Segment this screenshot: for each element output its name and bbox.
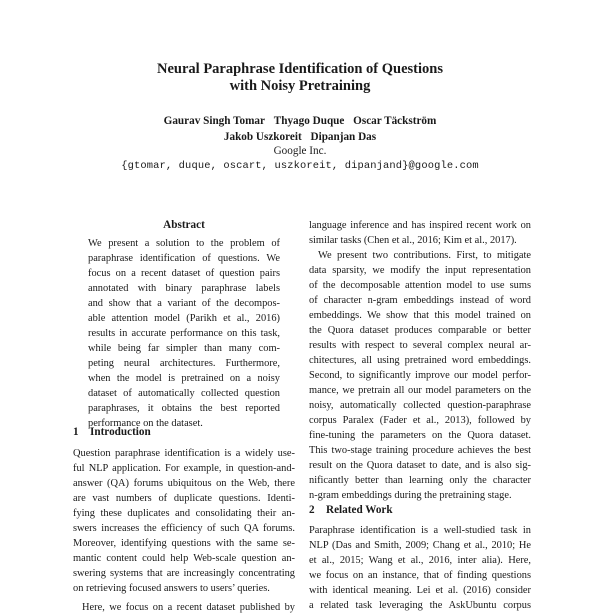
author-name: Thyago Duque — [273, 115, 345, 127]
author-name: Jakob Uszkoreit — [223, 130, 302, 143]
text-line: We present two contributions. First, to mitigate — [318, 250, 531, 261]
authors-line-2 — [0, 130, 600, 146]
text-line: results in accurate performance on this task, — [88, 328, 280, 339]
section-number: 1 — [73, 426, 79, 438]
author-list — [0, 114, 600, 145]
paper-title — [0, 61, 600, 95]
text-line: fine-tuning the parameters on the Quora dataset. — [309, 430, 531, 441]
author-emails: {gtomar, duque, oscart, uszkoreit, dipanjand}@google.com — [121, 160, 479, 172]
contributions-paragraph — [309, 248, 531, 503]
text-line: answer (QA) forums ubiquitous on the Web, there — [73, 478, 295, 489]
text-line: Moreover, identifying questions with the same se- — [73, 538, 295, 549]
text-line: annotated with binary paraphrase labels — [88, 283, 280, 294]
text-line: are vast numbers of duplicate questions. Identi- — [73, 493, 295, 504]
text-line: swers increases the efficiency of such QA forums. — [73, 523, 295, 534]
text-line: mantic content could help Web-scale question an- — [73, 553, 295, 564]
text-line: corpus Paralex (Fader et al., 2013), followed by — [309, 415, 531, 426]
text-line: peting neural architectures. Furthermore, — [88, 358, 280, 369]
author-name: Dipanjan Das — [310, 130, 377, 143]
title-line-2: with Noisy Pretraining — [229, 78, 371, 94]
author-name: Oscar Täckström — [353, 115, 437, 127]
text-line: of character n-gram embeddings instead of word — [309, 295, 531, 306]
text-line: results with respect to several complex neural ar- — [309, 340, 531, 351]
text-line: the Quora dataset produces comparable or better — [309, 325, 531, 336]
title-line-1: Neural Paraphrase Identification of Questions — [157, 61, 443, 77]
abstract-body — [88, 236, 280, 431]
text-line: Here, we focus on a recent dataset published by — [82, 602, 295, 613]
author-name: Gaurav Singh Tomar — [163, 115, 265, 127]
text-line: and show that a variant of the decompos- — [88, 298, 280, 309]
text-line: on retrieving focused answers to users’ queries. — [73, 583, 270, 594]
section-number: 2 — [309, 504, 315, 516]
abstract-heading: Abstract — [163, 219, 205, 231]
text-line: fying these duplicates and consolidating their an- — [73, 508, 295, 519]
text-line: when the model is pretrained on a noisy — [88, 373, 280, 384]
section-heading-related-work — [309, 503, 393, 517]
text-line: of the decomposable attention model to use sums — [309, 280, 531, 291]
text-line: ful NLP application. For example, in question-and- — [73, 463, 295, 474]
text-line: paraphrases, it obtains the best reported — [88, 403, 280, 414]
text-line: data sparsity, we modify the input representation — [309, 265, 531, 276]
text-line: nificantly better than learning only the character — [309, 475, 531, 486]
text-line: with identical meaning. Lei et al. (2016) consider — [309, 585, 531, 596]
section-title: Related Work — [326, 504, 393, 516]
text-line: a related task leveraging the AskUbuntu corpus — [309, 600, 531, 611]
text-line: n-gram embeddings during the pretraining stage. — [309, 490, 512, 501]
text-line: embeddings. We show that this model trained on — [309, 310, 531, 321]
text-line: focus on a recent dataset of question pairs — [88, 268, 280, 279]
text-line: performance on the dataset. — [88, 418, 203, 429]
text-line: paraphrase identification of questions. We — [88, 253, 280, 264]
text-line: we focus on an instance, that of finding questions — [309, 570, 531, 581]
introduction-body — [73, 446, 295, 615]
text-line: mance, we pretrain all our model parameters on the — [309, 385, 531, 396]
right-column-continuation — [309, 218, 531, 248]
text-line: et al., 2015; Wang et al., 2016, inter alia). Here, — [309, 555, 531, 566]
text-line: Paraphrase identification is a well-studied task in — [309, 525, 531, 536]
text-line: We present a solution to the problem of — [88, 238, 280, 249]
affiliation: Google Inc. — [273, 145, 327, 157]
text-line: language inference and has inspired recent work on — [309, 220, 531, 231]
section-heading-introduction — [73, 425, 151, 439]
text-line: chitectures, all using pretrained word embeddings. — [309, 355, 531, 366]
text-line: Second, to significantly improve our model perfor- — [309, 370, 531, 381]
text-line: noisy, automatically collected question-paraphrase — [309, 400, 531, 411]
text-line: result on the Quora dataset to date, and is also sig- — [309, 460, 531, 471]
section-title: Introduction — [90, 426, 151, 438]
authors-line-1 — [0, 114, 600, 130]
text-line: Question paraphrase identification is a widely use- — [73, 448, 295, 459]
text-line: swering systems that are increasingly concentrating — [73, 568, 295, 579]
text-line: similar tasks (Chen et al., 2016; Kim et al., 2017). — [309, 235, 517, 246]
text-line: NLP (Das and Smith, 2009; Chang et al., 2010; He — [309, 540, 531, 551]
text-line: while being far simpler than many com- — [88, 343, 280, 354]
text-line: able attention model (Parikh et al., 2016) — [88, 313, 280, 324]
text-line: dataset of automatically collected question — [88, 388, 280, 399]
text-line: This two-stage training procedure achieves the best — [309, 445, 531, 456]
